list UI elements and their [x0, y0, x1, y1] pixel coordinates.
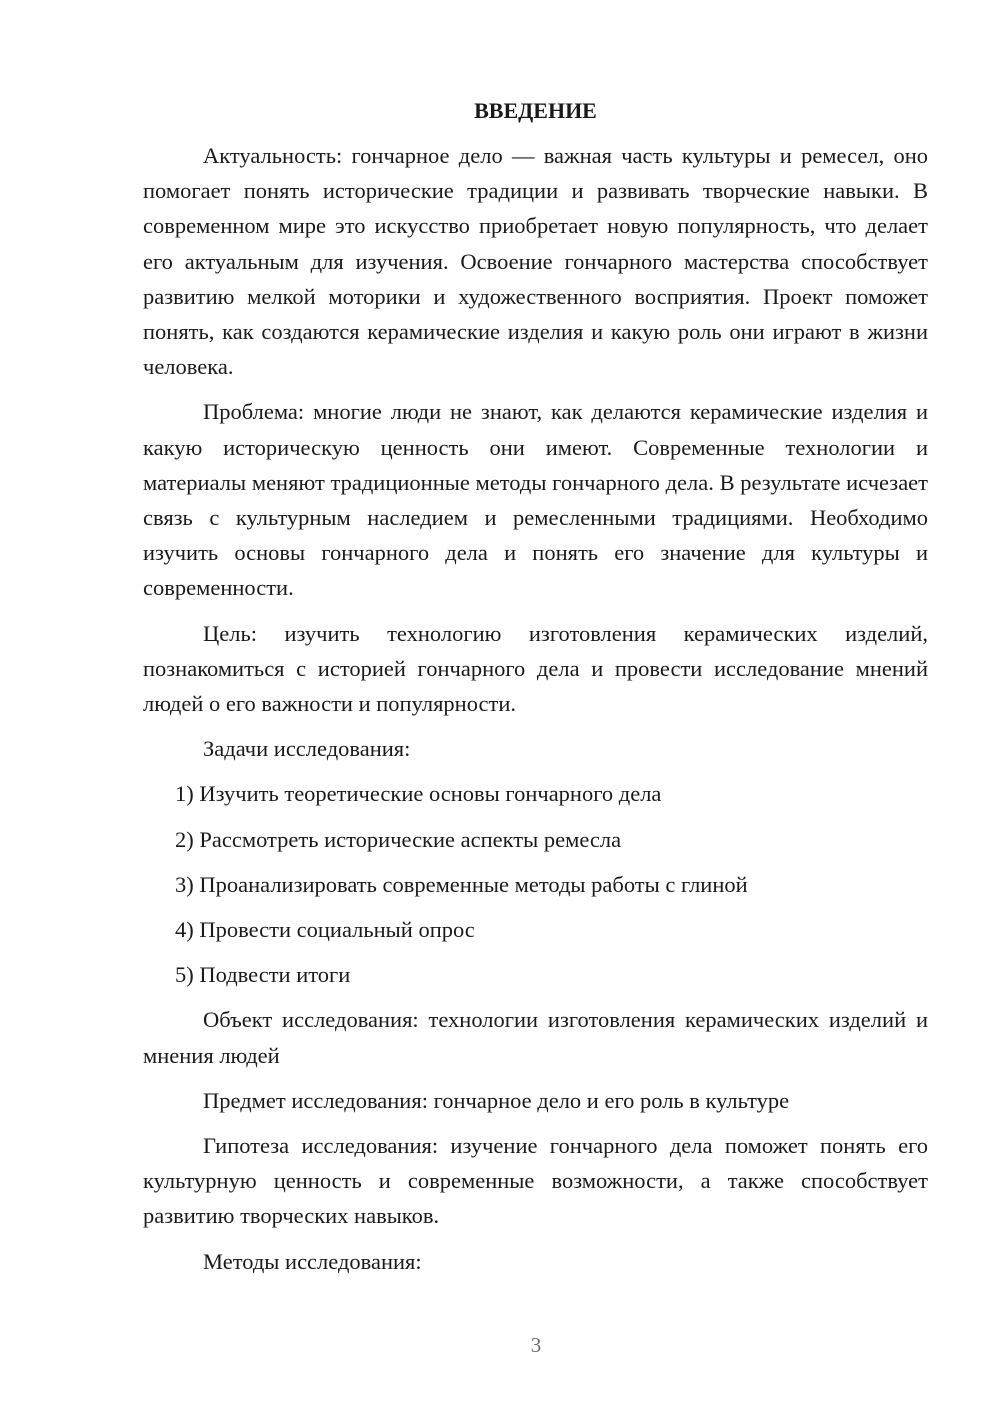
goal-paragraph: Цель: изучить технологию изготовления керамических изделий, познакомиться с историей гончарного дела и провести исследование мнений людей о его важности и популярности.	[143, 620, 928, 717]
task-item-1: 1) Изучить теоретические основы гончарного дела	[175, 781, 662, 807]
tasks-list	[143, 776, 928, 992]
task-item-3: 3) Проанализировать современные методы работы с глиной	[175, 871, 748, 897]
relevance-paragraph: Актуальность: гончарное дело — важная часть культуры и ремесел, оно помогает понять исторические традиции и развивать творческие навыки. В современном мире это искусство приобретает новую популярность, что делает его актуальным для изучения. Освоение гончарного мастерства способствует развитию мелкой моторики и художественного восприятия. Проект поможет понять, как создаются керамические изделия и какую роль они играют в жизни человека.	[143, 143, 928, 380]
task-item-2: 2) Рассмотреть исторические аспекты ремесла	[175, 826, 622, 852]
page-content	[143, 93, 928, 1289]
tasks-title: Задачи исследования:	[203, 736, 411, 762]
hypothesis-paragraph: Гипотеза исследования: изучение гончарного дела поможет понять его культурную ценность и современные возможности, а также способствует развитию творческих навыков.	[143, 1133, 928, 1229]
problem-paragraph: Проблема: многие люди не знают, как делаются керамические изделия и какую историческую ценность они имеют. Современные технологии и материалы меняют традиционные методы гончарного дела. В результате исчезает связь с культурным наследием и ремесленными традициями. Необходимо изучить основы гончарного дела и понять его значение для культуры и современности.	[143, 399, 928, 601]
page-number: 3	[530, 1333, 542, 1357]
task-item-5: 5) Подвести итоги	[175, 962, 351, 988]
methods-title: Методы исследования:	[203, 1248, 422, 1274]
object-paragraph: Объект исследования: технологии изготовления керамических изделий и мнения людей	[143, 1007, 928, 1068]
task-item-4: 4) Провести социальный опрос	[175, 917, 475, 943]
subject-paragraph: Предмет исследования: гончарное дело и его роль в культуре	[203, 1087, 790, 1113]
section-heading: ВВЕДЕНИЕ	[474, 98, 597, 123]
